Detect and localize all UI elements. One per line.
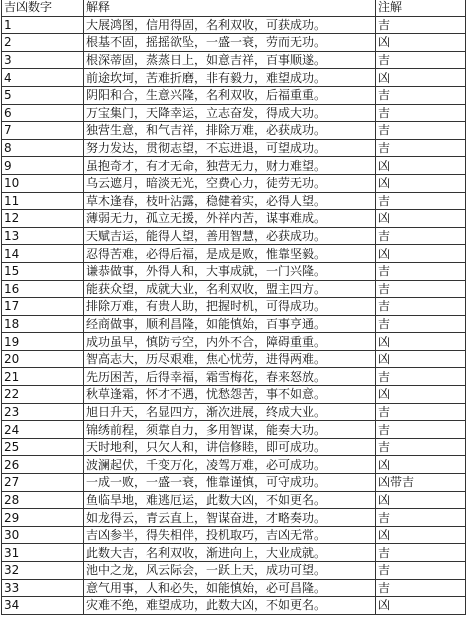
row-number-cell: 31 (2, 544, 84, 562)
row-note-cell: 凶 (376, 350, 466, 368)
row-number-cell: 21 (2, 368, 84, 386)
row-number-cell: 13 (2, 227, 84, 245)
row-explanation-cell: 智高志大，历尽艰难，焦心忧劳，进得两难。 (84, 350, 376, 368)
row-explanation-cell: 此数大吉，名利双收，渐进向上，大业成就。 (84, 544, 376, 562)
table-row (2, 34, 466, 52)
row-note-cell: 吉 (376, 368, 466, 386)
row-number-cell: 32 (2, 562, 84, 580)
table-row (2, 210, 466, 228)
row-note-cell: 吉 (376, 315, 466, 333)
row-note-cell: 凶 (376, 245, 466, 263)
table-row (2, 491, 466, 509)
row-number-cell: 28 (2, 491, 84, 509)
row-explanation-cell: 前途坎坷，苦难折磨，非有毅力，难望成功。 (84, 69, 376, 87)
row-number-cell: 14 (2, 245, 84, 263)
row-explanation-cell: 薄弱无力，孤立无援，外祥内苦，谋事难成。 (84, 210, 376, 228)
row-explanation-cell: 乌云遮月，暗淡无光，空费心力，徒劳无功。 (84, 174, 376, 192)
table-row (2, 386, 466, 404)
row-note-cell: 凶 (376, 597, 466, 615)
row-number-cell: 7 (2, 122, 84, 140)
row-explanation-cell: 独营生意，和气吉祥，排除万难，必获成功。 (84, 122, 376, 140)
table-row (2, 51, 466, 69)
row-note-cell: 吉 (376, 421, 466, 439)
table-row (2, 526, 466, 544)
table-row (2, 280, 466, 298)
row-number-cell: 27 (2, 474, 84, 492)
row-explanation-cell: 阴阳和合，生意兴隆，名利双收，后福重重。 (84, 86, 376, 104)
row-number-cell: 25 (2, 438, 84, 456)
row-note-cell: 凶 (376, 69, 466, 87)
row-number-cell: 22 (2, 386, 84, 404)
row-number-cell: 34 (2, 597, 84, 615)
row-number-cell: 9 (2, 157, 84, 175)
header-explanation: 解释 (84, 0, 376, 16)
row-note-cell: 吉 (376, 86, 466, 104)
table-row (2, 368, 466, 386)
table-row (2, 474, 466, 492)
table-row (2, 86, 466, 104)
row-note-cell: 凶 (376, 456, 466, 474)
table-row (2, 350, 466, 368)
row-number-cell: 29 (2, 509, 84, 527)
table-row (2, 438, 466, 456)
row-explanation-cell: 成功虽早，慎防亏空，内外不合，障碍重重。 (84, 333, 376, 351)
table-row (2, 509, 466, 527)
table-row (2, 227, 466, 245)
row-note-cell: 吉 (376, 192, 466, 210)
table-row (2, 69, 466, 87)
table-row (2, 456, 466, 474)
row-number-cell: 23 (2, 403, 84, 421)
table-row (2, 403, 466, 421)
row-number-cell: 10 (2, 174, 84, 192)
row-note-cell: 凶 (376, 526, 466, 544)
row-number-cell: 3 (2, 51, 84, 69)
row-note-cell: 吉 (376, 104, 466, 122)
table-row (2, 298, 466, 316)
row-explanation-cell: 灾难不绝，难望成功，此数大凶，不如更名。 (84, 597, 376, 615)
row-explanation-cell: 努力发达，贯彻志望，不忘进退，可望成功。 (84, 139, 376, 157)
row-explanation-cell: 鱼临旱地，难逃厄运，此数大凶，不如更名。 (84, 491, 376, 509)
row-explanation-cell: 旭日升天，名显四方，渐次进展，终成大业。 (84, 403, 376, 421)
row-explanation-cell: 经商做事，顺利昌隆，如能慎始，百事亨通。 (84, 315, 376, 333)
row-explanation-cell: 忍得苦难，必得后福，是成是败，惟靠坚毅。 (84, 245, 376, 263)
row-note-cell: 吉 (376, 509, 466, 527)
row-note-cell: 凶 (376, 386, 466, 404)
row-explanation-cell: 池中之龙，风云际会，一跃上天，成功可望。 (84, 562, 376, 580)
row-number-cell: 16 (2, 280, 84, 298)
table-body (2, 16, 466, 614)
row-explanation-cell: 排除万难，有贵人助，把握时机，可得成功。 (84, 298, 376, 316)
row-explanation-cell: 意气用事，人和必失，如能慎始，必可昌隆。 (84, 579, 376, 597)
table-row (2, 544, 466, 562)
row-note-cell: 吉 (376, 227, 466, 245)
row-note-cell: 吉 (376, 438, 466, 456)
row-explanation-cell: 天时地利，只欠人和，讲信修睦，即可成功。 (84, 438, 376, 456)
row-number-cell: 20 (2, 350, 84, 368)
row-note-cell: 吉 (376, 544, 466, 562)
row-number-cell: 18 (2, 315, 84, 333)
row-explanation-cell: 先历困苦，后得幸福，霜雪梅花，春来怒放。 (84, 368, 376, 386)
row-number-cell: 24 (2, 421, 84, 439)
row-explanation-cell: 天赋吉运，能得人望，善用智慧，必获成功。 (84, 227, 376, 245)
row-explanation-cell: 草木逢春，枝叶沾露，稳健着实，必得人望。 (84, 192, 376, 210)
row-note-cell: 吉 (376, 262, 466, 280)
row-number-cell: 2 (2, 34, 84, 52)
row-explanation-cell: 根深蒂固，蒸蒸日上，如意吉祥，百事顺遂。 (84, 51, 376, 69)
row-number-cell: 12 (2, 210, 84, 228)
table-row (2, 262, 466, 280)
table-row (2, 333, 466, 351)
table-row (2, 157, 466, 175)
fortune-number-table (1, 0, 466, 615)
row-explanation-cell: 谦恭做事，外得人和，大事成就，一门兴隆。 (84, 262, 376, 280)
row-number-cell: 33 (2, 579, 84, 597)
header-number: 吉凶数字 (2, 0, 84, 16)
table-row (2, 562, 466, 580)
row-note-cell: 凶 (376, 333, 466, 351)
row-number-cell: 5 (2, 86, 84, 104)
row-number-cell: 17 (2, 298, 84, 316)
table-row (2, 315, 466, 333)
row-note-cell: 凶 (376, 157, 466, 175)
table-row (2, 579, 466, 597)
row-note-cell: 吉 (376, 298, 466, 316)
row-number-cell: 26 (2, 456, 84, 474)
table-row (2, 192, 466, 210)
row-number-cell: 11 (2, 192, 84, 210)
row-note-cell: 凶带吉 (376, 474, 466, 492)
table-row (2, 139, 466, 157)
row-explanation-cell: 根基不固，摇摇欲坠，一盛一衰，劳而无功。 (84, 34, 376, 52)
row-number-cell: 8 (2, 139, 84, 157)
row-number-cell: 15 (2, 262, 84, 280)
row-explanation-cell: 大展鸿图，信用得固，名利双收，可获成功。 (84, 16, 376, 34)
row-explanation-cell: 虽抱奇才，有才无命，独营无力，财力难望。 (84, 157, 376, 175)
row-number-cell: 19 (2, 333, 84, 351)
row-explanation-cell: 吉凶参半，得失相伴，投机取巧，吉凶无常。 (84, 526, 376, 544)
row-note-cell: 吉 (376, 562, 466, 580)
row-note-cell: 吉 (376, 51, 466, 69)
row-note-cell: 吉 (376, 280, 466, 298)
table-row (2, 104, 466, 122)
row-number-cell: 4 (2, 69, 84, 87)
row-number-cell: 1 (2, 16, 84, 34)
row-explanation-cell: 如龙得云，青云直上，智谋奋进，才略奏功。 (84, 509, 376, 527)
table-row (2, 597, 466, 615)
row-explanation-cell: 能获众望，成就大业，名利双收，盟主四方。 (84, 280, 376, 298)
table-row (2, 122, 466, 140)
row-note-cell: 吉 (376, 579, 466, 597)
row-note-cell: 吉 (376, 403, 466, 421)
row-number-cell: 6 (2, 104, 84, 122)
row-explanation-cell: 秋草逢霜，怀才不遇，忧愁怨苦，事不如意。 (84, 386, 376, 404)
row-explanation-cell: 万宝集门，天降幸运，立志奋发，得成大功。 (84, 104, 376, 122)
table-row (2, 245, 466, 263)
row-explanation-cell: 波澜起伏，千变万化，凌驾万难，必可成功。 (84, 456, 376, 474)
table-row (2, 16, 466, 34)
row-note-cell: 吉 (376, 122, 466, 140)
row-note-cell: 凶 (376, 34, 466, 52)
row-explanation-cell: 一成一败，一盛一衰，惟靠谨慎，可守成功。 (84, 474, 376, 492)
row-note-cell: 凶 (376, 174, 466, 192)
table-header-row (2, 0, 466, 16)
row-number-cell: 30 (2, 526, 84, 544)
row-explanation-cell: 锦绣前程，须靠自力，多用智谋，能奏大功。 (84, 421, 376, 439)
table-row (2, 421, 466, 439)
row-note-cell: 吉 (376, 16, 466, 34)
header-note: 注解 (376, 0, 466, 16)
row-note-cell: 凶 (376, 210, 466, 228)
row-note-cell: 凶 (376, 491, 466, 509)
row-note-cell: 吉 (376, 139, 466, 157)
table-row (2, 174, 466, 192)
